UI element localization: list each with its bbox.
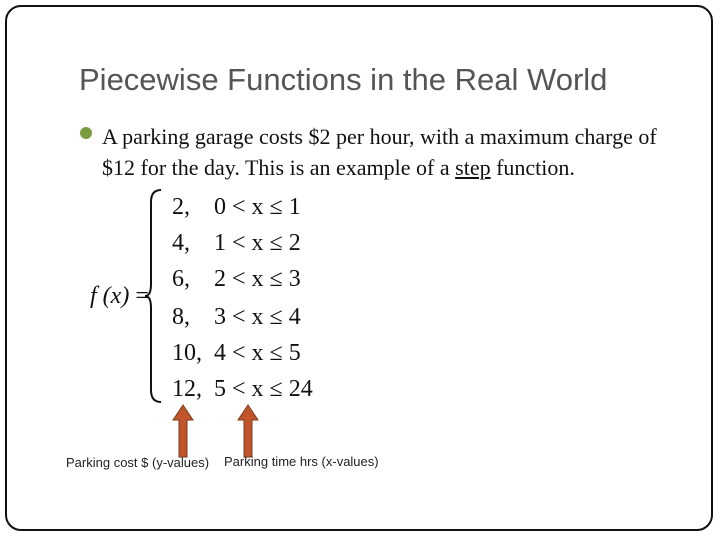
function-name: f (x) bbox=[90, 283, 130, 309]
equals-sign: = bbox=[135, 283, 149, 309]
bullet-text-before: A parking garage costs $2 per hour, with a maximum charge of $12 for the day. This is an example of a bbox=[102, 124, 657, 180]
arrow-up-icon-cost bbox=[172, 404, 194, 458]
case-condition: 1 < x ≤ 2 bbox=[214, 230, 301, 256]
case-value: 2, bbox=[172, 194, 190, 220]
case-value: 6, bbox=[172, 266, 190, 292]
bullet-text-after: function. bbox=[490, 155, 575, 180]
case-condition: 2 < x ≤ 3 bbox=[214, 266, 301, 292]
case-value: 10, bbox=[172, 340, 202, 366]
caption-cost: Parking cost $ (y-values) bbox=[66, 455, 210, 470]
case-value: 4, bbox=[172, 230, 190, 256]
case-value: 12, bbox=[172, 376, 202, 402]
slide-title: Piecewise Functions in the Real World bbox=[79, 62, 608, 97]
bullet-text bbox=[102, 121, 692, 183]
left-brace-icon bbox=[143, 188, 163, 404]
case-condition: 4 < x ≤ 5 bbox=[214, 340, 301, 366]
function-label bbox=[90, 283, 149, 310]
bullet-text-underlined: step bbox=[455, 155, 491, 180]
caption-time: Parking time hrs (x-values) bbox=[224, 454, 379, 469]
case-value: 8, bbox=[172, 304, 190, 330]
case-condition: 0 < x ≤ 1 bbox=[214, 194, 301, 220]
bullet-dot-icon bbox=[80, 127, 92, 139]
arrow-up-icon-time bbox=[237, 404, 259, 458]
case-condition: 3 < x ≤ 4 bbox=[214, 304, 301, 330]
case-condition: 5 < x ≤ 24 bbox=[214, 376, 313, 402]
